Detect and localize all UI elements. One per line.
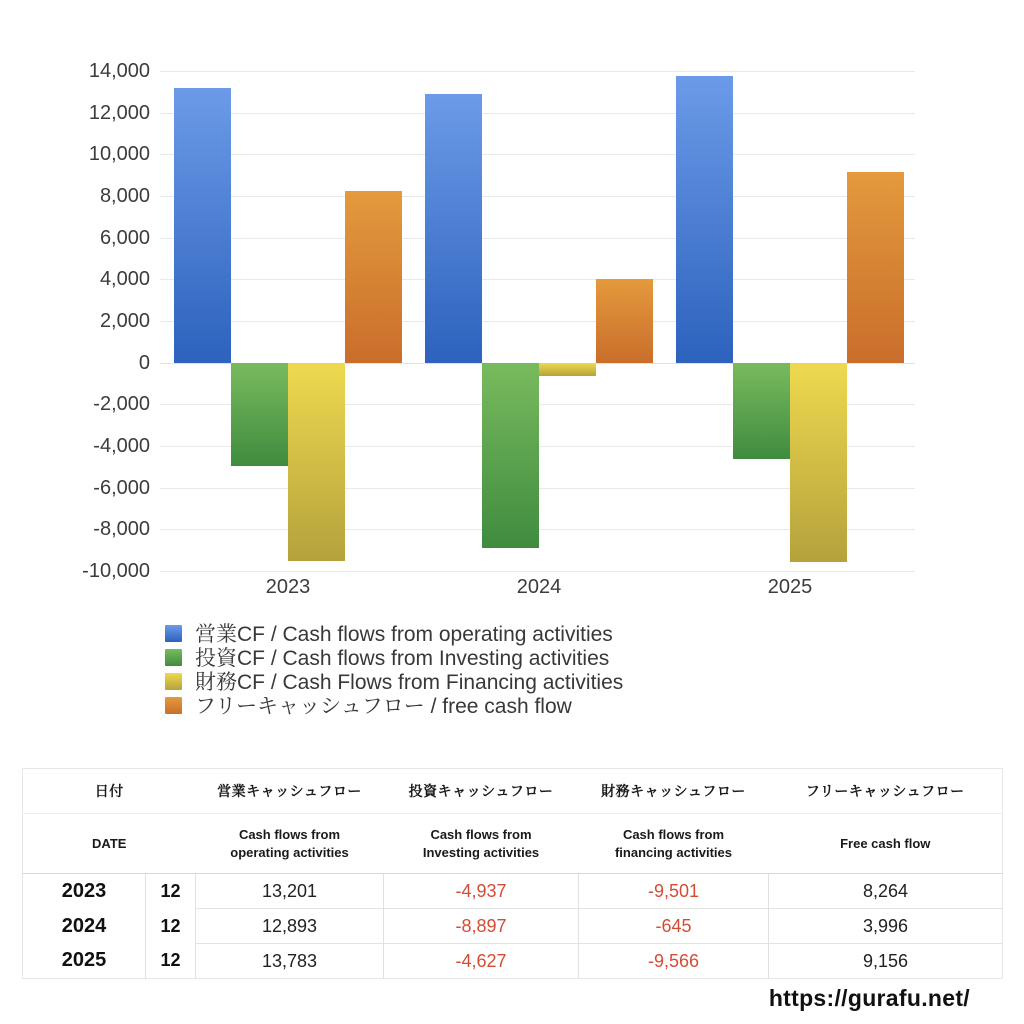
year-cell: 2025 bbox=[23, 944, 146, 979]
table-header-jp-4: フリーキャッシュフロー bbox=[769, 769, 1003, 814]
bar-series0-2025 bbox=[676, 76, 733, 363]
table-header-en-4: Free cash flow bbox=[769, 814, 1003, 874]
gridline-6000 bbox=[160, 238, 915, 239]
legend-item-3 bbox=[165, 693, 623, 717]
bar-series1-2023 bbox=[231, 363, 288, 466]
gridline-8000 bbox=[160, 196, 915, 197]
value-cell-1: -4,627 bbox=[384, 944, 579, 979]
value-cell-3: 3,996 bbox=[769, 909, 1003, 944]
table-row-2025 bbox=[23, 944, 1003, 979]
legend-label: 投資CF / Cash flows from Investing activities bbox=[195, 647, 610, 670]
chart-legend bbox=[165, 621, 623, 717]
bar-series3-2023 bbox=[345, 191, 402, 363]
gurafu-net-url: https://gurafu.net/ bbox=[768, 985, 970, 1011]
value-cell-0: 13,783 bbox=[196, 944, 384, 979]
table-header-jp-1: 営業キャッシュフロー bbox=[196, 769, 384, 814]
x-tick-label-2023: 2023 bbox=[265, 576, 311, 598]
y-tick-label: -8,000 bbox=[93, 518, 150, 541]
gridline-14000 bbox=[160, 71, 915, 72]
value-cell-0: 12,893 bbox=[196, 909, 384, 944]
year-cell: 2023 bbox=[23, 874, 146, 909]
legend-label: 財務CF / Cash Flows from Financing activities bbox=[195, 671, 624, 694]
gridline-12000 bbox=[160, 113, 915, 114]
bar-series3-2024 bbox=[596, 279, 653, 362]
x-tick-label-2024: 2024 bbox=[516, 576, 562, 598]
y-tick-label: 4,000 bbox=[99, 268, 150, 291]
value-cell-2: -645 bbox=[579, 909, 769, 944]
table-header-jp-2: 投資キャッシュフロー bbox=[384, 769, 579, 814]
value-cell-0: 13,201 bbox=[196, 874, 384, 909]
y-tick-label: 12,000 bbox=[88, 101, 150, 124]
bar-series3-2025 bbox=[847, 172, 904, 363]
value-cell-3: 8,264 bbox=[769, 874, 1003, 909]
value-cell-1: -4,937 bbox=[384, 874, 579, 909]
month-cell: 12 bbox=[146, 874, 196, 909]
table-header-en-2: Cash flows from Investing activities bbox=[384, 814, 579, 874]
gridline-10000 bbox=[160, 154, 915, 155]
legend-swatch-icon bbox=[165, 673, 182, 690]
y-tick-label: -2,000 bbox=[93, 393, 150, 416]
value-cell-2: -9,566 bbox=[579, 944, 769, 979]
bar-series0-2023 bbox=[174, 88, 231, 363]
bar-series1-2025 bbox=[733, 363, 790, 459]
value-cell-1: -8,897 bbox=[384, 909, 579, 944]
y-tick-label: -4,000 bbox=[93, 435, 150, 457]
gridline-2000 bbox=[160, 321, 915, 322]
y-tick-label: 10,000 bbox=[88, 143, 150, 166]
legend-label: 営業CF / Cash flows from operating activities bbox=[195, 623, 613, 646]
legend-swatch-icon bbox=[165, 625, 182, 642]
y-tick-label: 6,000 bbox=[99, 226, 150, 249]
bar-series2-2024 bbox=[539, 363, 596, 376]
table-row-2023 bbox=[23, 874, 1003, 909]
table-header-en-0: DATE bbox=[23, 814, 196, 874]
y-tick-label: 8,000 bbox=[99, 185, 150, 207]
gridline-4000 bbox=[160, 279, 915, 280]
table-row-2024 bbox=[23, 909, 1003, 944]
value-cell-2: -9,501 bbox=[579, 874, 769, 909]
month-cell: 12 bbox=[146, 909, 196, 944]
cash-flow-table bbox=[22, 768, 1003, 979]
bar-series1-2024 bbox=[482, 363, 539, 548]
x-tick-label-2025: 2025 bbox=[767, 576, 813, 598]
legend-swatch-icon bbox=[165, 649, 182, 666]
bar-series0-2024 bbox=[425, 94, 482, 363]
gridline--10000 bbox=[160, 571, 915, 572]
y-tick-label: 2,000 bbox=[99, 310, 150, 332]
bar-series2-2023 bbox=[288, 363, 345, 561]
y-tick-label: 14,000 bbox=[88, 60, 150, 82]
year-cell: 2024 bbox=[23, 909, 146, 944]
bar-series2-2025 bbox=[790, 363, 847, 562]
month-cell: 12 bbox=[146, 944, 196, 979]
y-tick-label: -10,000 bbox=[82, 560, 150, 582]
y-tick-label: 0 bbox=[138, 351, 150, 374]
legend-swatch-icon bbox=[165, 697, 182, 714]
table-header-jp-0: 日付 bbox=[23, 769, 196, 814]
y-tick-label: -6,000 bbox=[93, 476, 150, 499]
table-header-en-3: Cash flows from financing activities bbox=[579, 814, 769, 874]
value-cell-3: 9,156 bbox=[769, 944, 1003, 979]
table-header-jp-3: 財務キャッシュフロー bbox=[579, 769, 769, 814]
legend-label: フリーキャッシュフロー / free cash flow bbox=[195, 695, 572, 718]
table-header-en-1: Cash flows from operating activities bbox=[196, 814, 384, 874]
